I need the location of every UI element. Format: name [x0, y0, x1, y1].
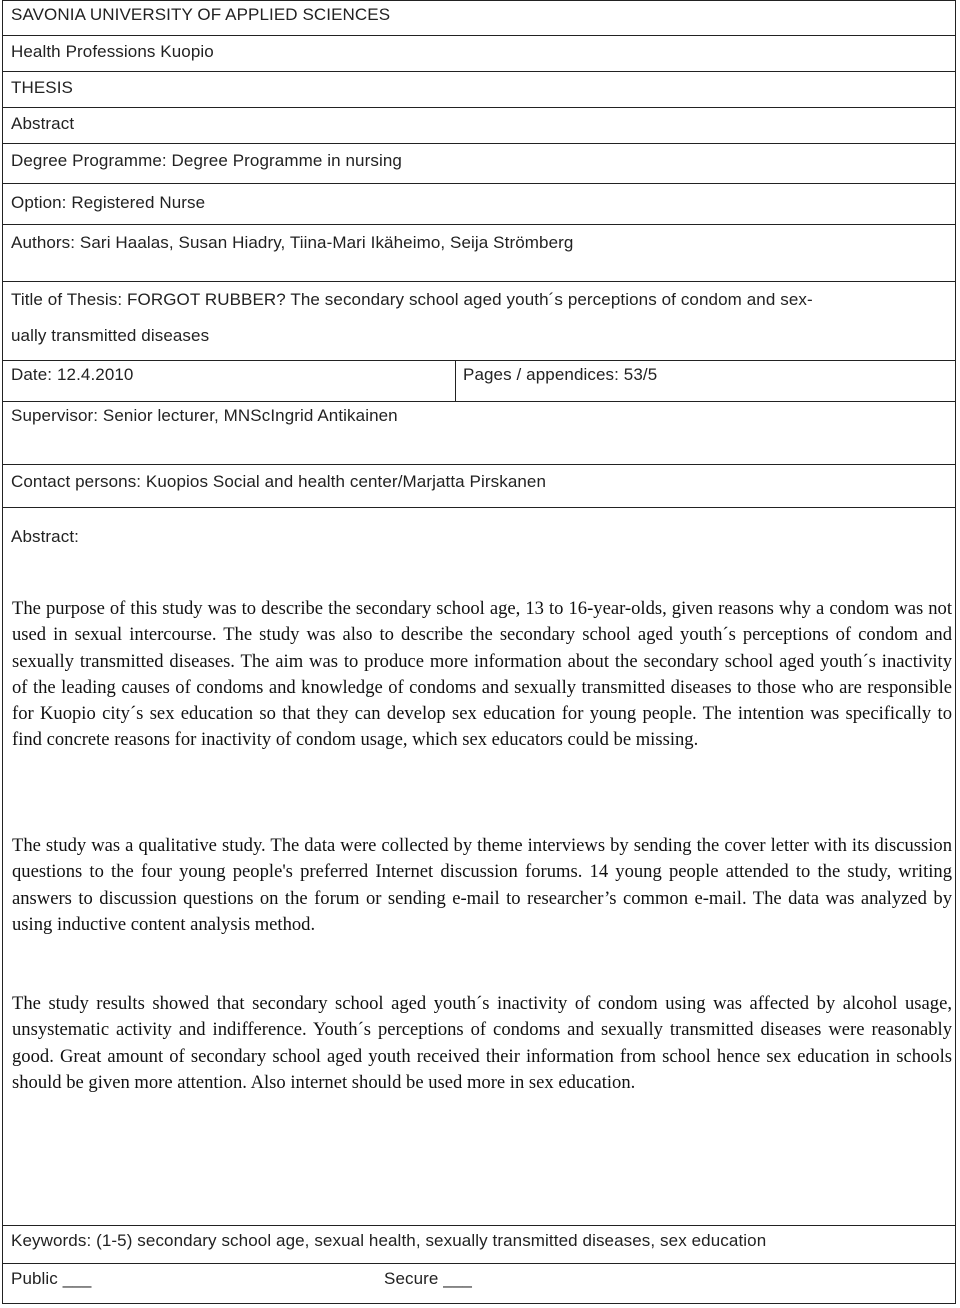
public-field: Public ___	[11, 1269, 92, 1288]
divider	[3, 1225, 955, 1226]
divider	[3, 401, 955, 402]
option: Option: Registered Nurse	[11, 193, 206, 212]
divider	[3, 107, 955, 108]
abstract-paragraph-3: The study results showed that secondary school aged youth´s inactivity of condom using was affected by alcohol usage, unsystematic activity and indifference. Youth´s perceptions of condoms and sexually transmitted diseases were reasonably good. Great amount of secondary school aged youth received their information from school hence sex education in schools should be given more attention. Also internet should be used more in sex education.	[12, 993, 952, 1093]
contact-persons: Contact persons: Kuopios Social and health center/Marjatta Pirskanen	[11, 472, 547, 491]
divider	[3, 360, 955, 361]
divider	[3, 143, 955, 144]
keywords: Keywords: (1-5) secondary school age, sexual health, sexually transmitted diseases, sex education	[11, 1231, 767, 1250]
date: Date: 12.4.2010	[11, 365, 134, 384]
divider	[3, 71, 955, 72]
divider	[3, 507, 955, 508]
abstract-paragraph-1: The purpose of this study was to describe the secondary school age, 13 to 16-year-olds, given reasons why a condom was not used in sexual intercourse. The study was also to describe the secondary school aged youth´s perceptions of condom and sexually transmitted diseases. The aim was to produce more information about the secondary school aged youth´s inactivity of the leading causes of condoms and knowledge of condoms and sexually transmitted diseases to those who are responsible for Kuopio city´s sex education so that they can develop sex education for young people. The intention was specifically to find concrete reasons for inactivity of condom usage, which sex educators could be missing.	[12, 598, 952, 751]
divider	[3, 35, 955, 36]
section-label: Abstract	[11, 114, 75, 133]
pages-appendices: Pages / appendices: 53/5	[463, 365, 658, 384]
thesis-title-line-1: Title of Thesis: FORGOT RUBBER? The secondary school aged youth´s perceptions of condom and sex-	[11, 290, 813, 309]
divider	[3, 1263, 955, 1264]
divider	[3, 281, 955, 282]
abstract-paragraph-2: The study was a qualitative study. The data were collected by theme interviews by sending the cover letter with its discussion questions to the four young people's preferred Internet discussion forums. 14 young people attended to the study, writing answers to discussion questions on the forum or sending e-mail to researcher’s common e-mail. The data was analyzed by using inductive content analysis method.	[12, 835, 952, 935]
degree-programme: Degree Programme: Degree Programme in nursing	[11, 151, 402, 170]
thesis-abstract-form	[2, 0, 956, 1304]
university-name: SAVONIA UNIVERSITY OF APPLIED SCIENCES	[11, 5, 391, 24]
divider	[3, 183, 955, 184]
thesis-title-line-2: ually transmitted diseases	[11, 326, 210, 345]
divider	[3, 224, 955, 225]
abstract-label: Abstract:	[11, 527, 79, 546]
document-type: THESIS	[11, 78, 74, 97]
divider	[3, 464, 955, 465]
secure-field: Secure ___	[384, 1269, 472, 1288]
authors: Authors: Sari Haalas, Susan Hiadry, Tiina-Mari Ikäheimo, Seija Strömberg	[11, 233, 574, 252]
faculty-name: Health Professions Kuopio	[11, 42, 214, 61]
supervisor: Supervisor: Senior lecturer, MNScIngrid Antikainen	[11, 406, 398, 425]
